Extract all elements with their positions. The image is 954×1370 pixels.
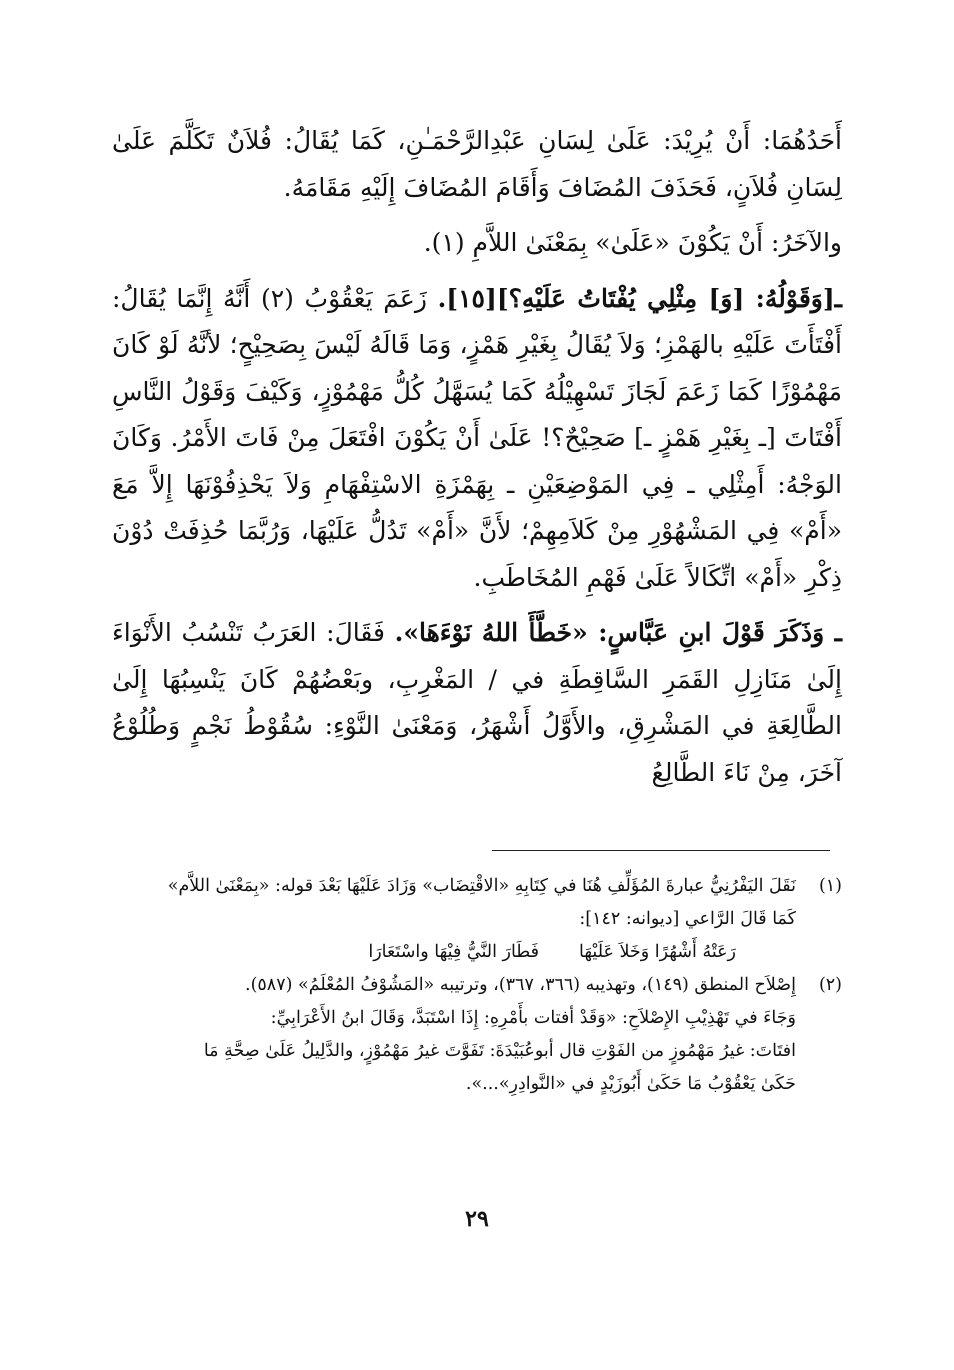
- p4-line-1: فَقَالَ: العَرَبُ تَنْسُبُ الأَنْوَاءَ: [112, 618, 385, 647]
- footnote-2: [112, 969, 842, 1101]
- paragraph-2: والآخَرُ: أَنْ يَكُوْنَ «عَلَىٰ» بِمَعْنَىٰ اللاَّمِ (١).: [423, 228, 842, 257]
- paragraph-3: [112, 276, 842, 602]
- footnote-divider: [492, 850, 830, 851]
- paragraph-4: [112, 610, 842, 796]
- p3-line-2: أَفْتَأَتَ عَلَيْهِ بالهَمْزِ؛ وَلاَ يُقَالُ بِغَيْرِ هَمْزٍ، وَمَا قَالَهُ لَيْسَ بِصَحِيْحٍ؛ لأنَّهُ لَوْ كَانَ: [112, 330, 842, 359]
- p1-line-2: لِسَانِ فُلاَنٍ، فَحَذَفَ المُضَافَ وَأَقَامَ المُضَافَ إِلَيْهِ مَقَامَهُ.: [283, 172, 842, 202]
- p4-heading: ـ وَذَكَرَ قَوْلَ ابنِ عَبَّاسٍ: «خَطَّأَ اللهُ نَوْءَهَا».: [394, 618, 842, 647]
- p3-line-5: أَمِثْلِي ـ فِي المَوْضِعَيْنِ ـ بِهَمْزَةِ الاسْتِفْهَامِ وَلاَ يَحْذِفُوْنَهَا إِلاَّ مَعَ «أَمْ» فِي: [112, 469, 842, 545]
- footnote-1-number: (١): [818, 876, 842, 896]
- p4-line-2: إِلَىٰ مَنَازِلِ القَمَرِ السَّاقِطَةِ في / المَغْرِبِ، وبَعْضُهُمْ كَانَ يَنْسِبُهَا إِلَىٰ الطَّالِعَةِ في: [112, 664, 842, 740]
- footnote-2-line-3: افتَاتَ: غيرُ مَهْمُوزٍ من الفَوْتِ قال أبوعُبَيْدَةَ: تَفَوَّتَ غيرُ مَهْمُوْزٍ، والدَّلِيلُ عَلَىٰ صِحَّةِ مَا: [203, 1041, 796, 1061]
- p3-line-4: [ـ بِغَيْرِ هَمْزٍ ـ] صَحِيْحٌ؟! عَلَىٰ أَنْ يَكُوْنَ افْتَعَلَ مِنْ فَاتَ الأَمْرُ. وَكَانَ الوَجْهُ:: [112, 423, 842, 499]
- p3-line-6: المَشْهُوْرِ مِنْ كَلاَمِهِمْ؛ لأَنَّ «أَمْ» تَدُلُّ عَلَيْهَا، وَرُبَّمَا حُذِفَتْ دُوْنَ ذِكْرِ «أَمْ» اتِّكَالاً: [112, 516, 842, 592]
- p1-line-1: أَحَدُهُمَا: أَنْ يُرِيْدَ: عَلَىٰ لِسَانِ عَبْدِالرَّحْمَـٰنِ، كَمَا يُقَالُ: فُلاَنٌ تَكَلَّمَ عَلَىٰ: [112, 126, 842, 155]
- p3-line-7: عَلَىٰ فَهْمِ المُخَاطَبِ.: [473, 562, 679, 592]
- main-text: [112, 118, 842, 796]
- p4-line-3: المَشْرِقِ، والأَوَّلُ أَشْهَرُ، وَمَعْنَىٰ النَّوْءِ: سُقُوْطُ نَجْمٍ وَطُلُوْعُ آخَرَ، مِنْ نَاءَ الطَّالِعُ: [112, 711, 842, 787]
- footnote-1-line-1: نَقَلَ اليَفْرُنِيُّ عبارةَ المُؤَلِّفِ هُنَا في كِتَابِهِ «الاقْتِضَاب» وَزَادَ عَلَيْهَا بَعْدَ قوله: «بِمَعْنَىٰ اللاَّم»: [167, 876, 796, 896]
- footnote-2-line-2: وَجَاءَ في تَهْذِيْبِ الإِصْلاَحِ: «وَقَدْ أفتات بأَمْرِهِ: إِذَا اسْتَبَدَّ، وَقَالَ ابنُ الأَعْرَابِيِّ:: [270, 1008, 796, 1028]
- poem-hemistich-1: رَعَتْهُ أَشْهُرًا وَخَلاَ عَلَيْهَا: [579, 942, 736, 962]
- p3-line-1: زَعَمَ يَعْقُوْبُ (٢) أَنَّهُ إِنَّمَا يُقَالُ:: [112, 283, 427, 313]
- footnotes: [112, 870, 842, 1101]
- footnote-1-poem: [112, 936, 796, 969]
- footnote-2-number: (٢): [818, 975, 842, 995]
- footnote-2-line-1: إِصْلاَح المنطق (١٤٩)، وتهذيبه (٣٦٦، ٣٦٧)، وترتيبه «المَشُوْفُ المُعْلَمُ» (٥٨٧).: [245, 975, 796, 995]
- footnote-2-line-4: حَكَىٰ يَعْقُوْبُ مَا حَكَىٰ أَبُوزَيْدٍ في «النَّوادِرِ»...».: [465, 1074, 796, 1094]
- poem-hemistich-2: فَطَارَ النَّيُّ فِيْهَا واسْتَعَارَا: [368, 942, 540, 962]
- footnote-1: [112, 870, 842, 969]
- footnote-1-line-2: كَمَا قَالَ الرَّاعي [ديوانه: ١٤٢]:: [579, 909, 796, 929]
- p3-heading: ـ[وَقَوْلُهُ: [وَ] مِثْلِي يُفْتَاتُ عَلَيْهِ؟][١٥].: [437, 283, 843, 313]
- page-number: ٢٩: [465, 1206, 489, 1232]
- p3-line-3: مَهْمُوْزًا كَمَا زَعَمَ لَجَازَ تَسْهِيْلُهُ كَمَا يُسَهَّلُ كُلُّ مَهْمُوْزٍ، وَكَيْفَ وَقَوْلُ النَّاسِ أَفْتَاتَ: [112, 376, 842, 452]
- paragraph-1: [112, 118, 842, 211]
